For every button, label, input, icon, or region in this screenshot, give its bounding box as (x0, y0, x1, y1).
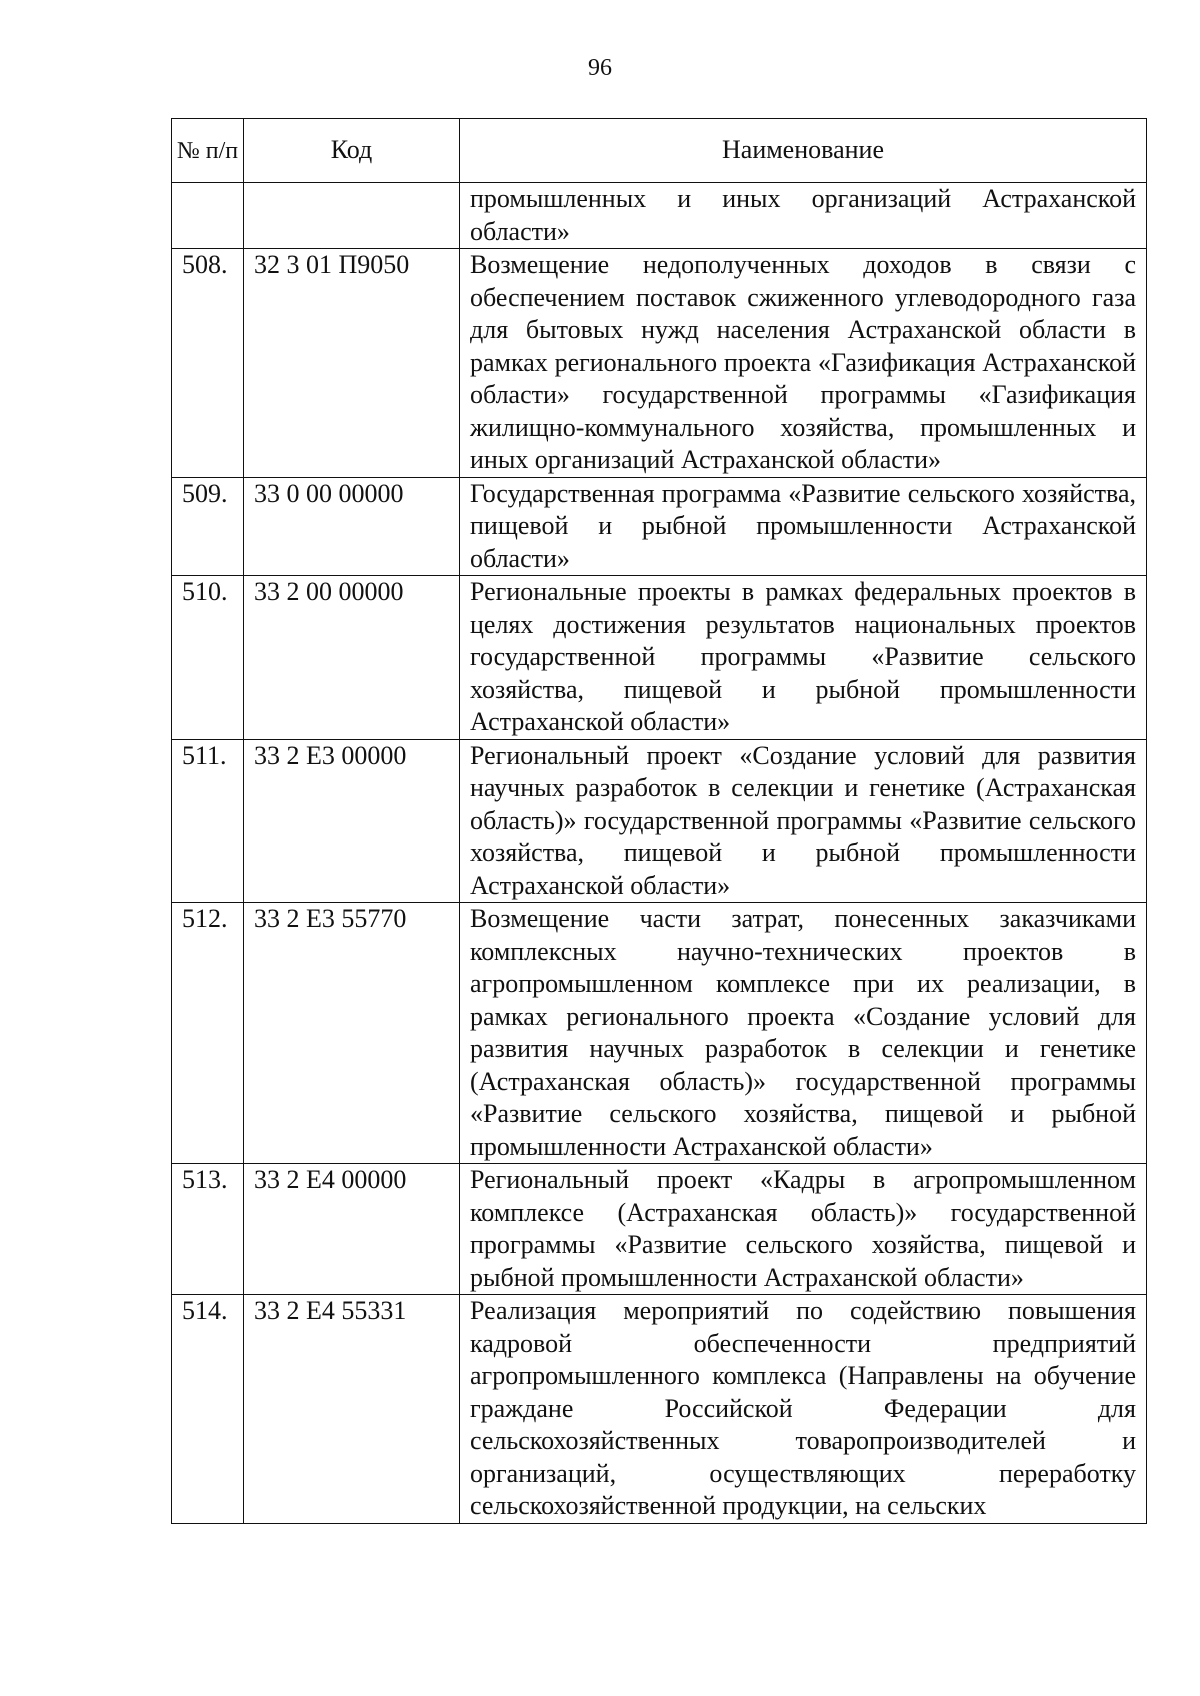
row-code: 33 2 Е3 55770 (244, 903, 460, 1164)
table-header-row (172, 119, 1147, 183)
row-name: промышленных и иных организаций Астраханской области» (460, 183, 1147, 249)
row-name: Региональный проект «Кадры в агропромышленном комплексе (Астраханская область)» государственной программы «Развитие сельского хозяйства, пищевой и рыбной промышленности Астраханской области» (460, 1164, 1147, 1295)
row-num: 509. (172, 477, 244, 576)
table-row (172, 477, 1147, 576)
row-code: 33 0 00 00000 (244, 477, 460, 576)
header-num: № п/п (172, 119, 244, 183)
row-code: 33 2 Е4 55331 (244, 1295, 460, 1524)
row-num: 508. (172, 249, 244, 478)
row-num: 510. (172, 576, 244, 740)
header-name: Наименование (460, 119, 1147, 183)
page-number: 96 (588, 55, 612, 81)
row-code: 33 2 Е4 00000 (244, 1164, 460, 1295)
table-row (172, 903, 1147, 1164)
row-name: Государственная программа «Развитие сельского хозяйства, пищевой и рыбной промышленности Астраханской области» (460, 477, 1147, 576)
row-code: 33 2 Е3 00000 (244, 739, 460, 903)
classification-table (171, 118, 1147, 1524)
row-code (244, 183, 460, 249)
table-row (172, 249, 1147, 478)
row-num: 514. (172, 1295, 244, 1524)
row-num: 513. (172, 1164, 244, 1295)
row-num: 511. (172, 739, 244, 903)
header-code: Код (244, 119, 460, 183)
table-row (172, 183, 1147, 249)
table-row (172, 576, 1147, 740)
row-name: Возмещение части затрат, понесенных заказчиками комплексных научно-технических проектов в агропромышленном комплексе при их реализации, в рамках регионального проекта «Создание условий для развития научных разработок в селекции и генетике (Астраханская область)» государственной программы «Развитие сельского хозяйства, пищевой и рыбной промышленности Астраханской области» (460, 903, 1147, 1164)
table-row (172, 1164, 1147, 1295)
row-name: Реализация мероприятий по содействию повышения кадровой обеспеченности предприятий агропромышленного комплекса (Направлены на обучение граждане Российской Федерации для сельскохозяйственных товаропроизводителей и организаций, осуществляющих переработку сельскохозяйственной продукции, на сельских (460, 1295, 1147, 1524)
table-row (172, 739, 1147, 903)
row-code: 33 2 00 00000 (244, 576, 460, 740)
row-name: Региональные проекты в рамках федеральных проектов в целях достижения результатов национальных проектов государственной программы «Развитие сельского хозяйства, пищевой и рыбной промышленности Астраханской области» (460, 576, 1147, 740)
row-name: Региональный проект «Создание условий для развития научных разработок в селекции и генетике (Астраханская область)» государственной программы «Развитие сельского хозяйства, пищевой и рыбной промышленности Астраханской области» (460, 739, 1147, 903)
row-num (172, 183, 244, 249)
row-name: Возмещение недополученных доходов в связи с обеспечением поставок сжиженного углеводородного газа для бытовых нужд населения Астраханской области в рамках регионального проекта «Газификация Астраханской области» государственной программы «Газификация жилищно-коммунального хозяйства, промышленных и иных организаций Астраханской области» (460, 249, 1147, 478)
row-code: 32 3 01 П9050 (244, 249, 460, 478)
table-row (172, 1295, 1147, 1524)
row-num: 512. (172, 903, 244, 1164)
